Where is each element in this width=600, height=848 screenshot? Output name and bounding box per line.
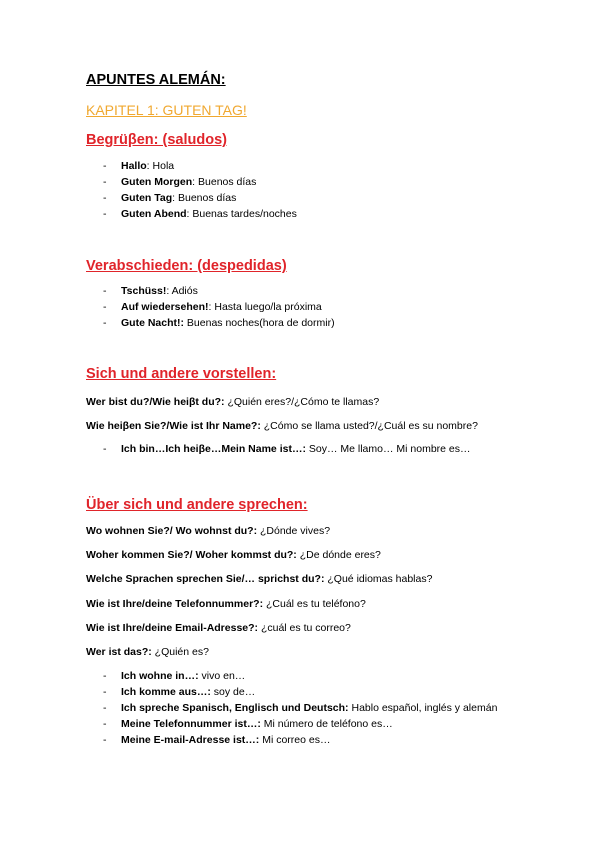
list-item: - Ich bin…Ich heiβe…Mein Name ist…: Soy… Me llamo… Mi nombre es…: [103, 443, 471, 455]
phrase-line: Wo wohnen Sie?/ Wo wohnst du?: ¿Dónde vives?: [86, 525, 331, 537]
greetings-list: [103, 158, 297, 222]
list-item: - Tschüss!: Adiós: [103, 285, 198, 297]
talk-list: [103, 668, 497, 748]
list-item: - Hallo: Hola: [103, 160, 175, 172]
phrase-line: Wer ist das?: ¿Quién es?: [86, 646, 209, 658]
phrase-line: Wie ist Ihre/deine Email-Adresse?: ¿cuál es tu correo?: [86, 622, 351, 634]
section-heading-talk: Über sich und andere sprechen:: [86, 497, 308, 513]
farewells-list: [103, 283, 335, 331]
chapter-heading: KAPITEL 1: GUTEN TAG!: [86, 102, 247, 118]
phrase-line: Welche Sprachen sprechen Sie/… sprichst du?: ¿Qué idiomas hablas?: [86, 573, 433, 585]
list-item: - Gute Nacht!: Buenas noches(hora de dormir): [103, 317, 335, 329]
phrase-line: Wer bist du?/Wie heiβt du?: ¿Quién eres?/¿Cómo te llamas?: [86, 396, 380, 408]
list-item: - Ich wohne in…: vivo en…: [103, 670, 246, 682]
section-heading-introduce: Sich und andere vorstellen:: [86, 366, 277, 382]
list-item: - Auf wiedersehen!: Hasta luego/la próxima: [103, 301, 322, 313]
list-item: - Ich spreche Spanisch, Englisch und Deutsch: Hablo español, inglés y alemán: [103, 702, 498, 714]
phrase-line: Wie heiβen Sie?/Wie ist Ihr Name?: ¿Cómo se llama usted?/¿Cuál es su nombre?: [86, 420, 478, 432]
list-item: - Guten Morgen: Buenos días: [103, 176, 257, 188]
list-item: - Guten Tag: Buenos días: [103, 192, 237, 204]
phrase-line: Wie ist Ihre/deine Telefonnummer?: ¿Cuál es tu teléfono?: [86, 598, 366, 610]
phrase-line: Woher kommen Sie?/ Woher kommst du?: ¿De dónde eres?: [86, 549, 381, 561]
introduce-list: [103, 441, 471, 457]
section-heading-greetings: Begrüβen: (saludos): [86, 132, 227, 148]
list-item: - Ich komme aus…: soy de…: [103, 686, 256, 698]
list-item: - Meine Telefonnummer ist…: Mi número de teléfono es…: [103, 718, 393, 730]
list-item: - Guten Abend: Buenas tardes/noches: [103, 208, 297, 220]
document-title: APUNTES ALEMÁN:: [86, 72, 226, 88]
list-item: - Meine E-mail-Adresse ist…: Mi correo es…: [103, 734, 331, 746]
section-heading-farewells: Verabschieden: (despedidas): [86, 258, 287, 274]
